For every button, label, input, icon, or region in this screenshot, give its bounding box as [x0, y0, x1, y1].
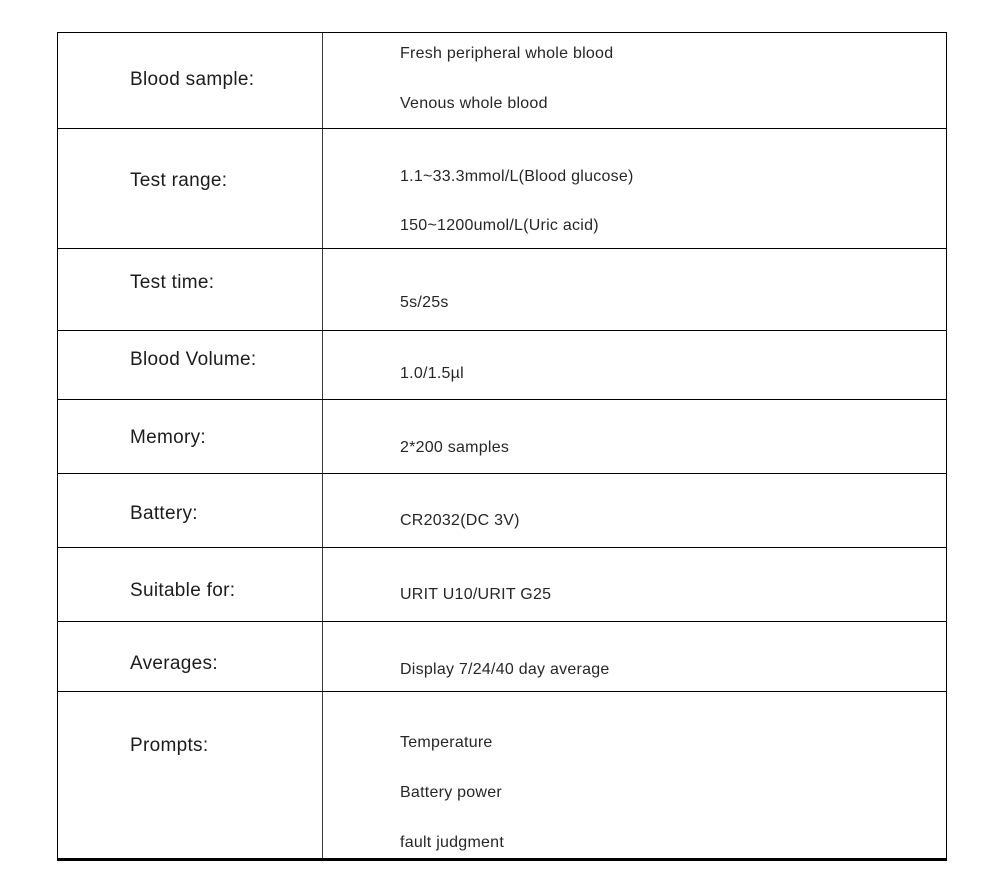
spec-label-test-range: Test range:	[58, 129, 323, 248]
table-row	[58, 692, 946, 858]
spec-label-averages: Averages:	[58, 622, 323, 691]
spec-value-line: Display 7/24/40 day average	[400, 661, 610, 678]
spec-value-prompts	[323, 692, 946, 858]
spec-value-blood-sample	[323, 33, 946, 128]
spec-value-line: 5s/25s	[400, 294, 449, 311]
table-row	[58, 129, 946, 249]
table-row	[58, 33, 946, 129]
table-row	[58, 249, 946, 331]
table-row	[58, 622, 946, 692]
spec-label-battery: Battery:	[58, 474, 323, 547]
spec-value-test-range	[323, 129, 946, 248]
table-row	[58, 548, 946, 622]
spec-label-memory: Memory:	[58, 400, 323, 473]
spec-value-line: URIT U10/URIT G25	[400, 586, 552, 603]
table-row	[58, 400, 946, 474]
spec-value-battery	[323, 474, 946, 547]
spec-label-blood-sample: Blood sample:	[58, 33, 323, 128]
spec-value-line: Fresh peripheral whole blood	[400, 45, 614, 62]
spec-value-line: 1.0/1.5µl	[400, 365, 464, 382]
spec-value-line: Venous whole blood	[400, 95, 548, 112]
table-row	[58, 474, 946, 548]
spec-value-line: CR2032(DC 3V)	[400, 512, 520, 529]
spec-label-test-time: Test time:	[58, 249, 323, 330]
spec-value-line: Temperature	[400, 734, 493, 751]
spec-value-test-time	[323, 249, 946, 330]
spec-value-line: Battery power	[400, 784, 502, 801]
spec-label-prompts: Prompts:	[58, 692, 323, 858]
spec-value-line: 1.1~33.3mmol/L(Blood glucose)	[400, 168, 634, 185]
spec-value-line: 2*200 samples	[400, 439, 510, 456]
spec-value-line: 150~1200umol/L(Uric acid)	[400, 217, 599, 234]
spec-value-blood-volume	[323, 331, 946, 399]
specification-table	[57, 32, 947, 861]
spec-value-suitable-for	[323, 548, 946, 621]
spec-value-line: fault judgment	[400, 834, 505, 851]
spec-label-blood-volume: Blood Volume:	[58, 331, 323, 399]
spec-label-suitable-for: Suitable for:	[58, 548, 323, 621]
spec-value-averages	[323, 622, 946, 691]
spec-value-memory	[323, 400, 946, 473]
table-row	[58, 331, 946, 400]
